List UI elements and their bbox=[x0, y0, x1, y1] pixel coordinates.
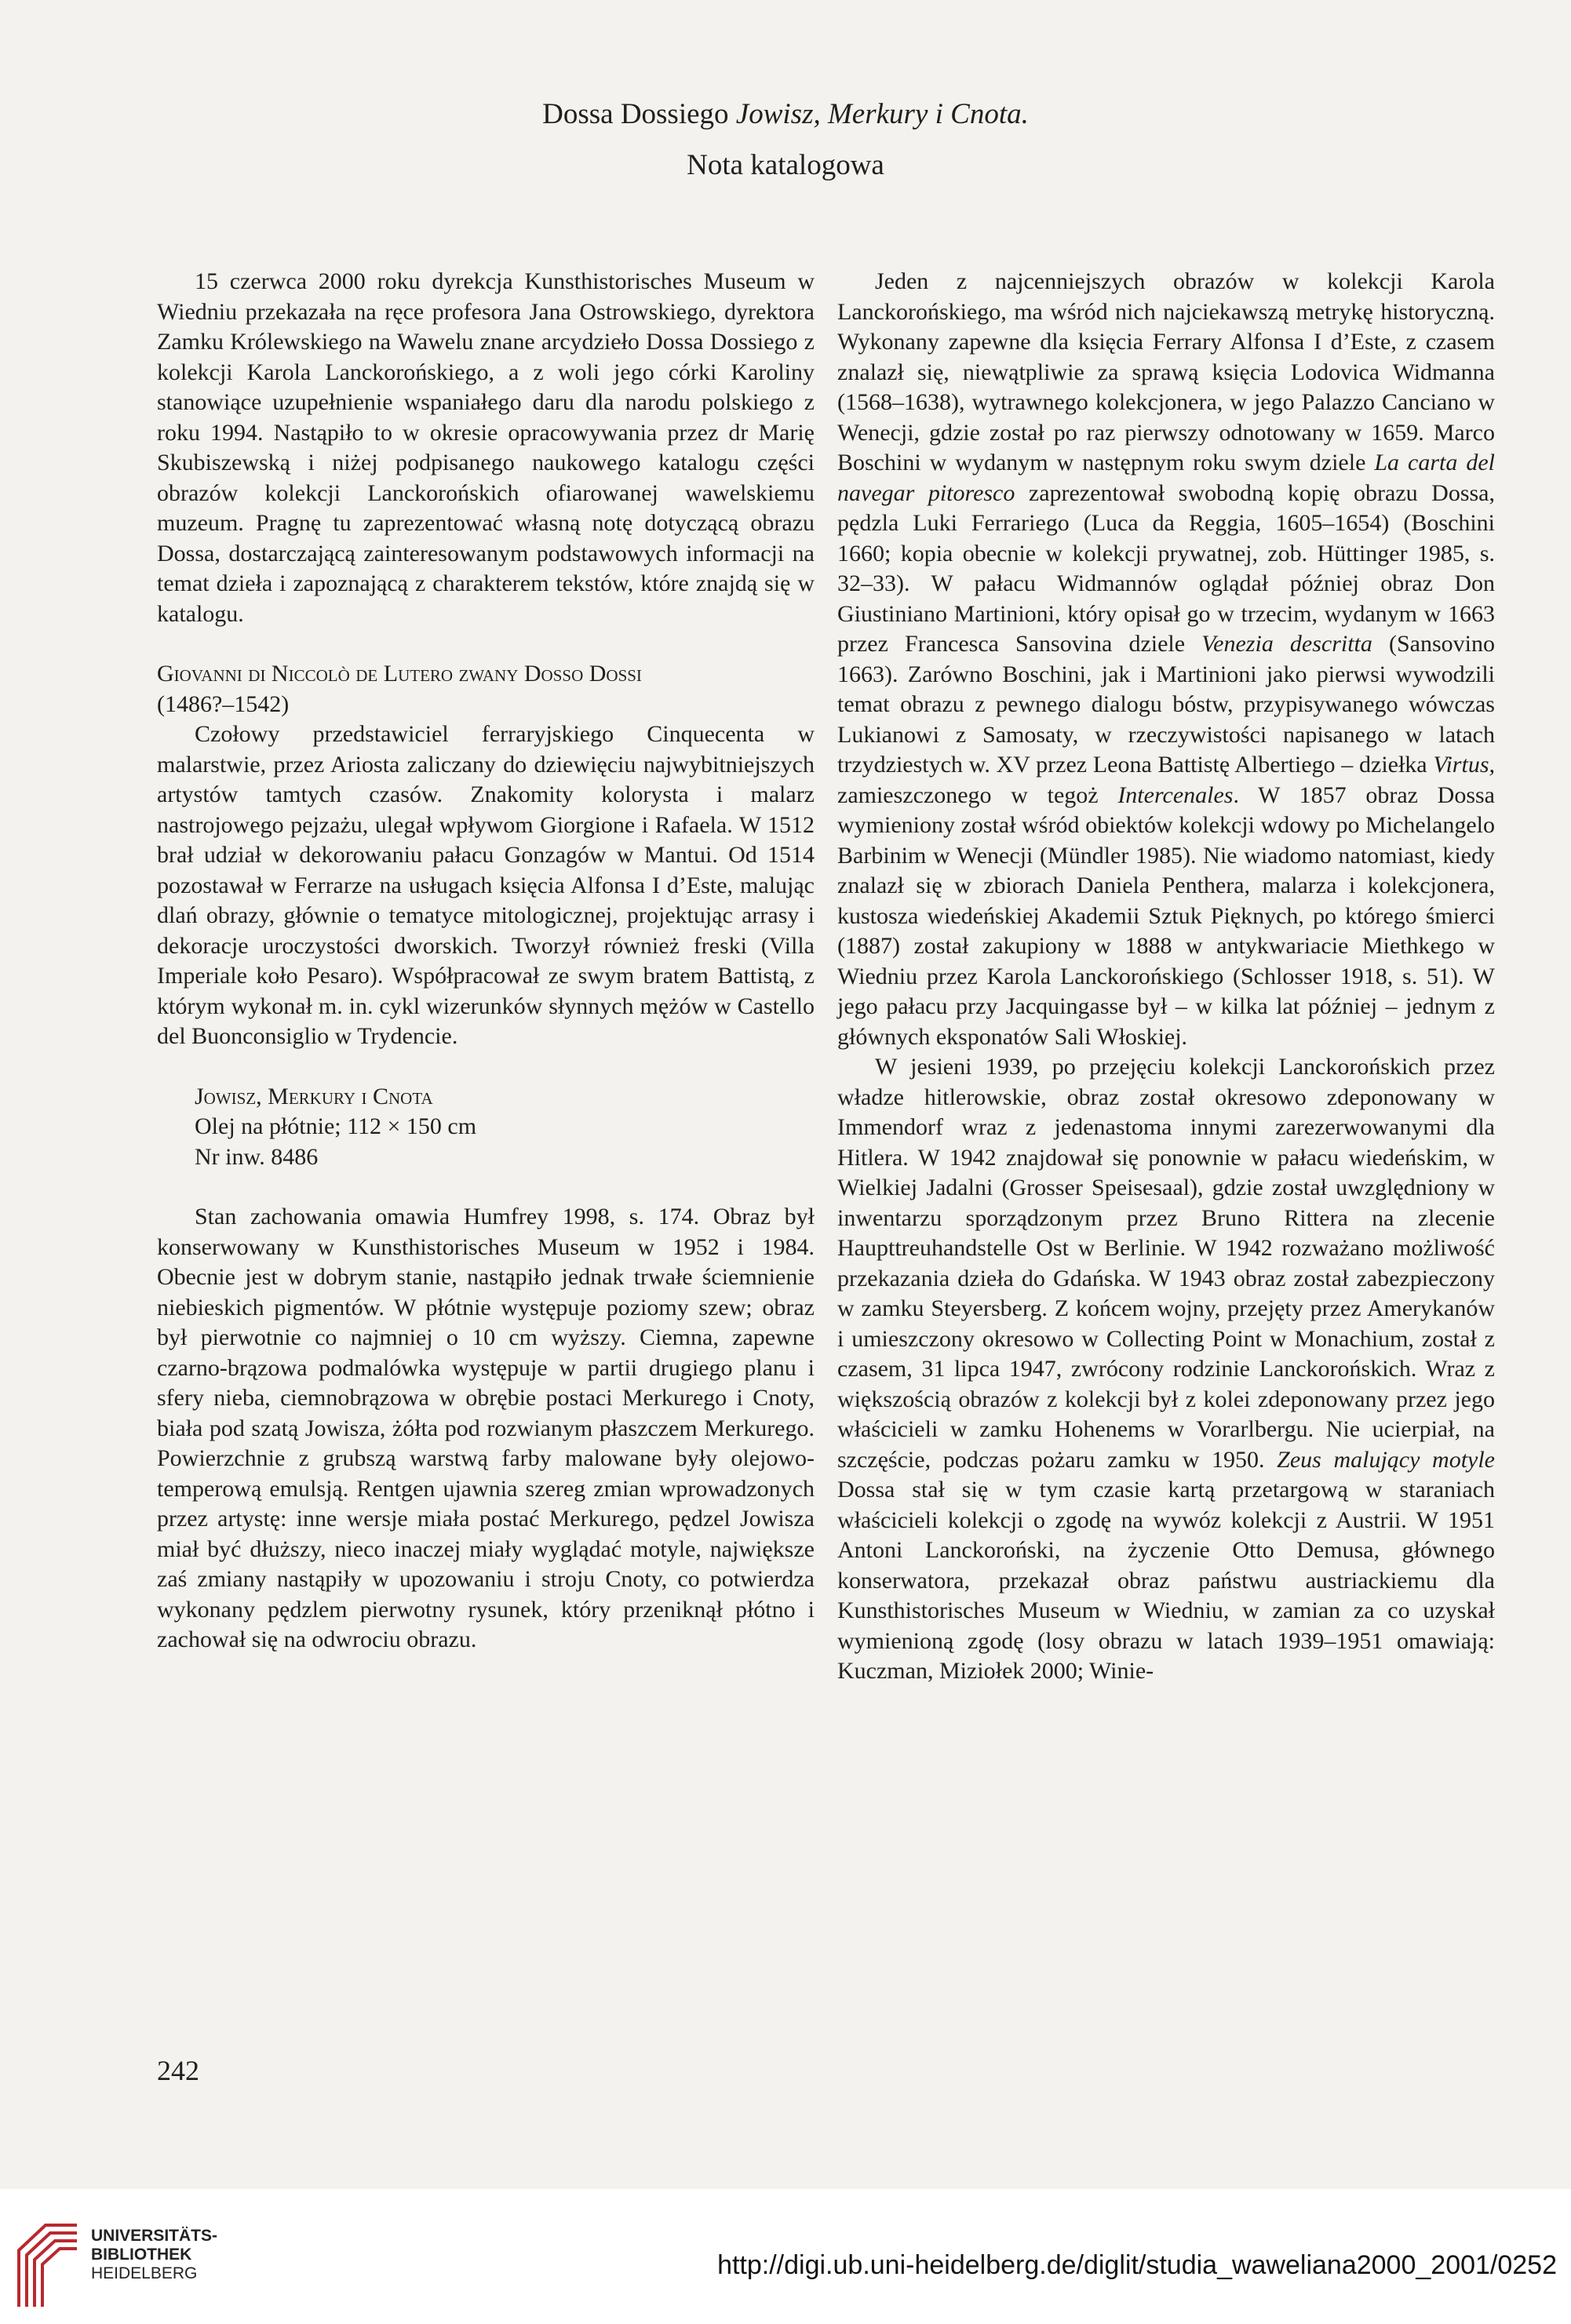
left-column bbox=[157, 267, 815, 1656]
artist-biography: Czołowy przedstawiciel ferraryjskiego Cinquecenta w malarstwie, przez Ariosta zaliczany do dziewięciu najwybitniejszych artystów tamtych czasów. Znakomity kolorysta i malarz nastrojowego pejzażu, ulegał wpływom Giorgione i Rafaela. W 1512 brał udział w dekorowaniu pałacu Gonzagów w Mantui. Od 1514 pozostawał w Ferrarze na usługach księcia Alfonsa I d’Este, malując dlań obrazy, głównie o tematyce mitologicznej, projektując arrasy i dekoracje uroczystości dworskich. Tworzył również freski (Villa Imperiale koło Pesaro). Współpracował ze swym bratem Battistą, z którym wykonał m. in. cykl wizerunków słynnych mężów w Castello del Buonconsiglio w Trydencie. bbox=[157, 721, 815, 1049]
right-column bbox=[837, 267, 1495, 1687]
catalogue-entry bbox=[157, 1082, 815, 1173]
source-url-link[interactable]: http://digi.ub.uni-heidelberg.de/diglit/studia_waweliana2000_2001/0252 bbox=[717, 2250, 1557, 2280]
provenance-paragraph: Jeden z najcenniejszych obrazów w kolekcji Karola Lanckorońskiego, ma wśród nich najciekawszą metrykę historyczną. Wykonany zapewne dla księcia Ferrary Alfonsa I d’Este, z czasem znalazł się, niewątpliwie za sprawą księcia Lodovica Widmanna (1568–1638), wytrawnego kolekcjonera, w jego Palazzo Canciano w Wenecji, gdzie został po raz pierwszy odnotowany w 1659. Marco Boschini w wydanym w następnym roku swym dziele La carta del navegar pitoresco zaprezentował swobodną kopię obrazu Dossa, pędzla Luki Ferrariego (Luca da Reggia, 1605–1654) (Boschini 1660; kopia obecnie w kolekcji prywatnej, zob. Hüttinger 1985, s. 32–33). W pałacu Widmannów oglądał później obraz Don Giustiniano Martinioni, który opisał go w trzecim, wydanym w 1663 przez Francesca Sansovina dziele Venezia descritta (Sansovino 1663). Zarówno Boschini, jak i Martinioni jako pierwsi wywodzili temat obrazu z pewnego dialogu bóstw, przypisywanego wówczas Lukianowi z Samosaty, w rzeczywistości napisanego w latach trzydziestych w. XV przez Leona Battistę Albertiego – dziełka Virtus, zamieszczonego w tegoż Intercenales. W 1857 obraz Dossa wymieniony został wśród obiektów kolekcji wdowy po Michelangelo Barbinim w Wenecji (Mündler 1985). Nie wiadomo natomiast, kiedy znalazł się w zbiorach Daniela Penthera, malarza i kolekcjonera, kustosza wiedeńskiej Akademii Sztuk Pięknych, po którego śmierci (1887) został zakupiony w 1888 w antykwariacie Miethkego w Wiedniu przez Karola Lanckorońskiego (Schlosser 1918, s. 51). W jego pałacu przy Jacquingasse był – w kilka lat później – jednym z głównych eksponatów Sali Włoskiej. bbox=[837, 268, 1495, 1050]
title-author: Dossa Dossiego bbox=[542, 98, 736, 130]
condition-paragraph: Stan zachowania omawia Humfrey 1998, s. 174. Obraz był konserwowany w Kunsthistorisches Museum w 1952 i 1984. Obecnie jest w dobrym stanie, nastąpiło jednak trwałe ściemnienie niebieskich pigmentów. W płótnie występuje poziomy szew; obraz był pierwotnie co najmniej o 10 cm wyższy. Ciemna, zapewne czarno-brązowa podmalówka występuje w partii drugiego planu i sfery nieba, ciemnobrązowa w obrębie postaci Merkurego i Cnoty, biała pod szatą Jowisza, żółta pod rozwianym płaszczem Merkurego. Powierzchnie z grubszą warstwą farby malowane były olejowo-temperową emulsją. Rentgen ujawnia szereg zmian wprowadzonych przez artystę: inne wersje miała postać Merkurego, pędzel Jowisza miał być dłuższy, nieco inaczej miały wyglądać motyle, największe zaś zmiany nastąpiły w upozowaniu i stroju Cnoty, co potwierdza wykonany pędzlem pierwotny rysunek, który przeniknął płótno i zachował się na odwrociu obrazu. bbox=[157, 1204, 815, 1652]
work-inventory: Nr inw. 8486 bbox=[195, 1143, 319, 1170]
artist-name: Giovanni di Niccolò de Lutero zwany Dosso Dossi bbox=[157, 661, 642, 687]
wartime-paragraph: W jesieni 1939, po przejęciu kolekcji Lanckorońskich przez władze hitlerowskie, obraz został okresowo zdeponowany w Immendorf wraz z jedenastoma innymi zarezerwowanymi dla Hitlera. W 1942 znajdował się ponownie w pałacu wiedeńskim, w Wielkiej Jadalni (Grosser Speisesaal), gdzie został uwzględniony w inwentarzu sporządzonym przez Bruno Rittera na zlecenie Haupttreuhandstelle Ost w Berlinie. W 1942 rozważano możliwość przekazania dzieła do Gdańska. W 1943 obraz został zabezpieczony w zamku Steyersberg. Z końcem wojny, przejęty przez Amerykanów i umieszczony okresowo w Collecting Point w Monachium, został z czasem, 31 lipca 1947, zwrócony rodzinie Lanckorońskich. Wraz z większością obrazów z kolekcji był z kolei zdeponowany przez jego właścicieli w zamku Hohenems w Vorarlbergu. Nie ucierpiał, na szczęście, podczas pożaru zamku w 1950. Zeus malujący motyle Dossa stał się w tym czasie kartą przetargową w staraniach właścicieli kolekcji o zgodę na wywóz kolekcji z Austrii. W 1951 Antoni Lanckoroński, na życzenie Otto Demusa, głównego konserwatora, przekazał obraz państwu austriackiemu dla Kunsthistorisches Museum w Wiedniu, w zamian za co uzyskał wymienioną zgodę (losy obrazu w latach 1939–1951 omawiają: Kuczman, Miziołek 2000; Winie- bbox=[837, 1054, 1495, 1684]
library-name: UNIVERSITÄTS- BIBLIOTHEK HEIDELBERG bbox=[91, 2227, 218, 2282]
page-title bbox=[0, 96, 1571, 133]
library-logo-icon bbox=[14, 2219, 82, 2313]
page-number: 242 bbox=[157, 2055, 199, 2086]
work-title: Jowisz, Merkury i Cnota bbox=[195, 1083, 433, 1109]
work-medium: Olej na płótnie; 112 × 150 cm bbox=[195, 1113, 477, 1139]
title-work: Jowisz, Merkury i Cnota. bbox=[735, 98, 1029, 130]
page-subtitle: Nota katalogowa bbox=[687, 149, 884, 181]
artist-dates: (1486?–1542) bbox=[157, 690, 290, 717]
intro-paragraph: 15 czerwca 2000 roku dyrekcja Kunsthistorisches Museum w Wiedniu przekazała na ręce profesora Jana Ostrowskiego, dyrektora Zamku Królewskiego na Wawelu znane arcydzieło Dossa Dossiego z kolekcji Karola Lanckorońskiego, a z woli jego córki Karoliny stanowiące uzupełnienie wspaniałego daru dla narodu polskiego z roku 1994. Nastąpiło to w okresie opracowywania przez dr Marię Skubiszewską i niżej podpisanego naukowego katalogu części obrazów kolekcji Lanckorońskich ofiarowanej wawelskiemu muzeum. Pragnę tu zaprezentować własną notę dotyczącą obrazu Dossa, dostarczającą zainteresowanym podstawowych informacji na temat dzieła i zapoznającą z charakterem tekstów, które znajdą się w katalogu. bbox=[157, 268, 815, 627]
